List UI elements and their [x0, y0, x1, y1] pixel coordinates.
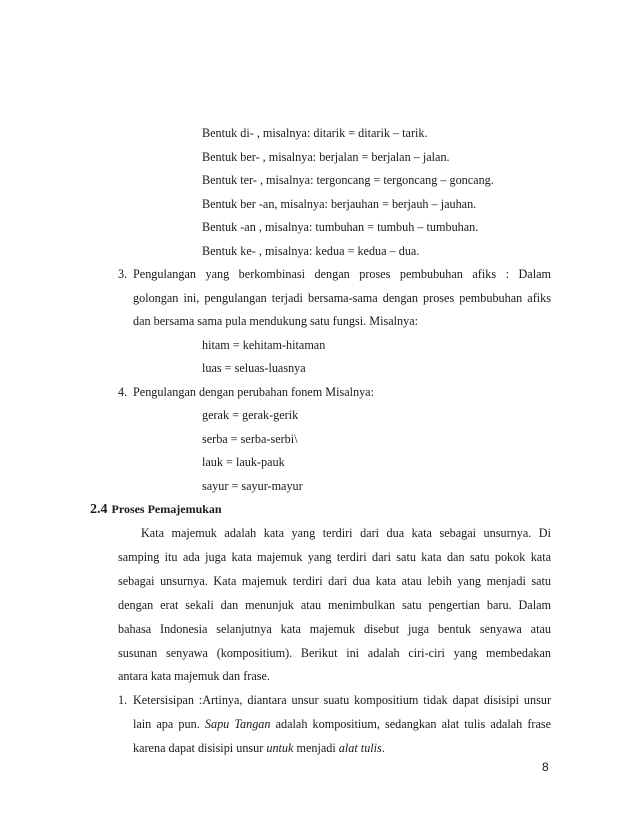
item1-line3-italic-2: alat tulis [338, 741, 382, 755]
bentuk-line-1: Bentuk di- , misalnya: ditarik = ditarik – tarik. [202, 126, 428, 140]
page-number: 8 [542, 760, 549, 774]
paragraph-line-5: bahasa Indonesia selanjutnya kata majemuk disebut juga bentuk senyawa atau [118, 622, 551, 636]
item1-line2-post: adalah kompositium, sedangkan alat tulis adalah frase [275, 717, 551, 731]
item4-example-1: gerak = gerak-gerik [202, 408, 299, 422]
item3-number: 3. [118, 267, 128, 281]
item1-line2-pre: lain apa pun. [133, 717, 200, 731]
item3-example-1: hitam = kehitam-hitaman [202, 338, 326, 352]
paragraph-line-2: samping itu ada juga kata majemuk yang terdiri dari satu kata dan satu pokok kata [118, 550, 551, 564]
item1-line3-mid: menjadi [293, 741, 339, 755]
paragraph-line-3: sebagai unsurnya. Kata majemuk terdiri dari dua kata atau lebih yang menjadi satu [118, 574, 551, 588]
item1-number: 1. [118, 693, 128, 707]
item3-line-3: dan bersama sama pula mendukung satu fungsi. Misalnya: [133, 314, 418, 328]
item1-line3-pre: karena dapat disisipi unsur [133, 741, 267, 755]
bentuk-line-2: Bentuk ber- , misalnya: berjalan = berjalan – jalan. [202, 150, 450, 164]
item4-example-4: sayur = sayur-mayur [202, 479, 303, 493]
section-number: 2.4 [90, 502, 108, 517]
item3-line-2: golongan ini, pengulangan terjadi bersama-sama dengan proses pembubuhan afiks [133, 291, 551, 305]
item4-example-2: serba = serba-serbi\ [202, 432, 298, 446]
item1-line-1: Ketersisipan :Artinya, diantara unsur suatu kompositium tidak dapat disisipi unsur [133, 693, 551, 707]
item4-number: 4. [118, 385, 128, 399]
item1-line3-end: . [381, 741, 385, 755]
section-heading [90, 500, 222, 519]
item4-example-3: lauk = lauk-pauk [202, 455, 285, 469]
item4-line: Pengulangan dengan perubahan fonem Misalnya: [133, 385, 374, 399]
item3-example-2: luas = seluas-luasnya [202, 361, 306, 375]
item1-line3-italic-1: untuk [266, 741, 294, 755]
paragraph-line-4: dengan erat sekali dan menunjuk atau menimbulkan satu pengertian baru. Dalam [118, 598, 551, 612]
item1-line-3 [133, 740, 385, 756]
bentuk-line-4: Bentuk ber -an, misalnya: berjauhan = berjauh – jauhan. [202, 197, 477, 211]
item1-line-2 [133, 716, 551, 732]
paragraph-line-6: susunan senyawa (kompositium). Berikut ini adalah ciri-ciri yang membedakan [118, 646, 551, 660]
item1-line2-italic: Sapu Tangan [204, 717, 271, 731]
bentuk-line-3: Bentuk ter- , misalnya: tergoncang = tergoncang – goncang. [202, 173, 494, 187]
bentuk-line-5: Bentuk -an , misalnya: tumbuhan = tumbuh – tumbuhan. [202, 220, 479, 234]
bentuk-line-6: Bentuk ke- , misalnya: kedua = kedua – dua. [202, 244, 420, 258]
paragraph-line-1: Kata majemuk adalah kata yang terdiri dari dua kata sebagai unsurnya. Di [141, 526, 551, 540]
section-title: Proses Pemajemukan [111, 502, 222, 516]
paragraph-line-7: antara kata majemuk dan frase. [118, 669, 270, 683]
item3-line-1: Pengulangan yang berkombinasi dengan proses pembubuhan afiks : Dalam [133, 267, 551, 281]
